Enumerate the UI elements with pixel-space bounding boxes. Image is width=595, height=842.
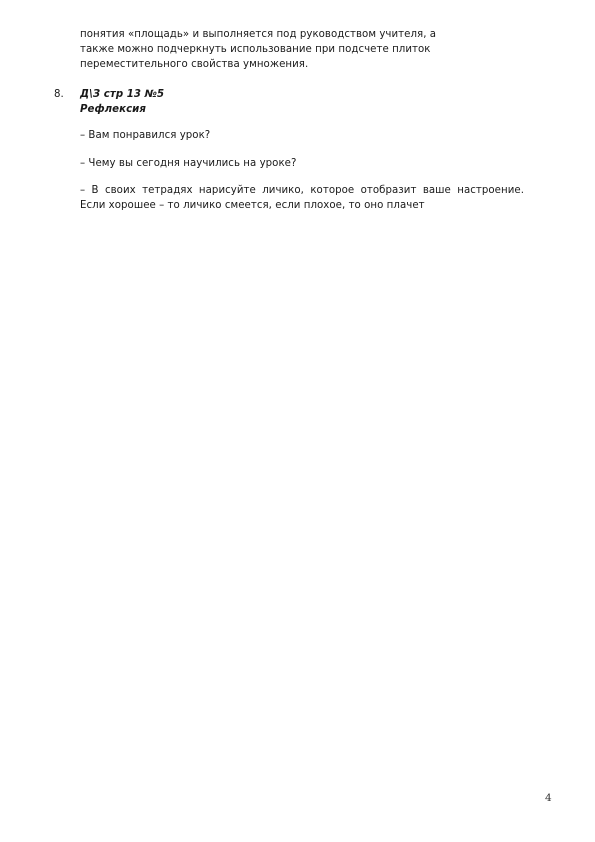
instruction-paragraph: – В своих тетрадях нарисуйте личико, которое отобразит ваше настроение. Если хорошее – то личико смеется, если плохое, то оно плачет xyxy=(80,185,524,211)
homework-heading-block xyxy=(80,87,524,117)
intro-line: также можно подчеркнуть использование при подсчете плиток xyxy=(80,44,431,55)
list-item-number: 8. xyxy=(54,89,64,100)
homework-text: Д\З стр 13 №5 xyxy=(80,89,165,100)
question-paragraph: – Чему вы сегодня научились на уроке? xyxy=(80,158,297,169)
page-number: 4 xyxy=(545,792,552,804)
section-heading: Рефлексия xyxy=(80,104,146,115)
intro-line: понятия «площадь» и выполняется под руководством учителя, а xyxy=(80,29,437,40)
intro-line: переместительного свойства умножения. xyxy=(80,59,309,70)
intro-paragraph xyxy=(80,27,524,72)
question-paragraph: – Вам понравился урок? xyxy=(80,130,211,141)
